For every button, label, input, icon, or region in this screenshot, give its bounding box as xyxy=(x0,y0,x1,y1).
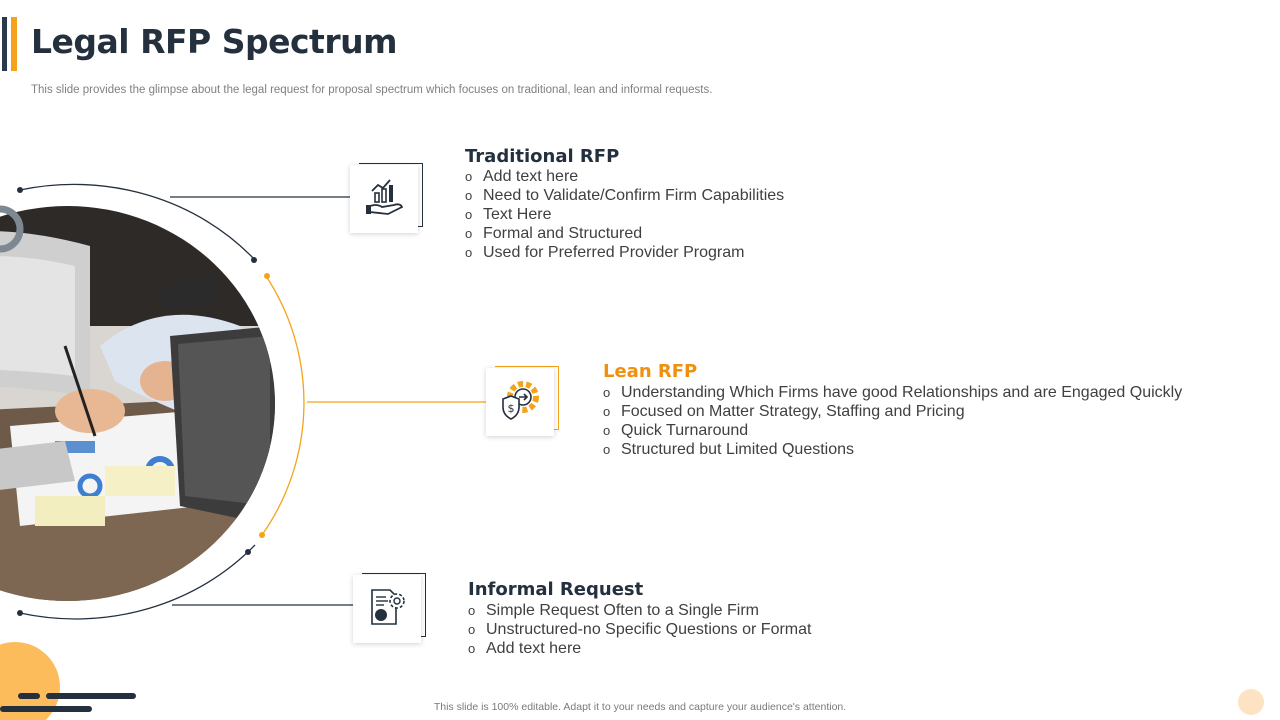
list-item: o Focused on Matter Strategy, Staffing and Pricing xyxy=(603,403,965,420)
page-title: Legal RFP Spectrum xyxy=(31,22,397,61)
bullet-mark: o xyxy=(603,442,611,457)
list-item: o Text Here xyxy=(465,206,552,223)
title-accent-bar-dark xyxy=(2,17,7,71)
bullet-mark: o xyxy=(603,404,611,419)
decorative-line xyxy=(18,693,40,699)
list-item: o Need to Validate/Confirm Firm Capabilities xyxy=(465,187,785,204)
footer-note: This slide is 100% editable. Adapt it to your needs and capture your audience's attention. xyxy=(433,701,847,713)
section-title-traditional: Traditional RFP xyxy=(465,146,620,167)
list-item: o Add text here xyxy=(465,168,579,185)
page-subtitle: This slide provides the glimpse about the legal request for proposal spectrum which focuses on traditional, lean and informal requests. xyxy=(31,84,713,96)
icon-box-traditional xyxy=(350,165,418,233)
bullet-mark: o xyxy=(465,207,473,222)
document-gear-icon xyxy=(366,586,408,633)
svg-text:$: $ xyxy=(507,401,515,415)
growth-chart-hand-icon xyxy=(364,177,404,222)
list-item: o Unstructured-no Specific Questions or Format xyxy=(468,621,812,638)
icon-box-informal xyxy=(353,575,421,643)
bullet-mark: o xyxy=(603,385,611,400)
arc-dot xyxy=(17,187,23,193)
list-item: o Understanding Which Firms have good Relationships and are Engaged Quickly xyxy=(603,384,1183,401)
gear-dollar-shield-icon xyxy=(497,377,543,428)
arc-dot xyxy=(17,610,23,616)
bullet-mark: o xyxy=(465,226,473,241)
bullet-mark: o xyxy=(465,169,473,184)
list-item: o Add text here xyxy=(468,640,582,657)
arc-dot xyxy=(259,532,265,538)
arc-dot xyxy=(264,273,270,279)
bullet-mark: o xyxy=(465,188,473,203)
list-item: o Quick Turnaround xyxy=(603,422,749,439)
list-item: o Structured but Limited Questions xyxy=(603,441,855,458)
bullet-list-informal xyxy=(468,601,811,658)
list-item: o Simple Request Often to a Single Firm xyxy=(468,602,760,619)
arc-dot xyxy=(251,257,257,263)
bullet-mark: o xyxy=(468,622,476,637)
decorative-line xyxy=(46,693,136,699)
bullet-mark: o xyxy=(468,603,476,618)
title-accent-bar-orange xyxy=(11,17,17,71)
bullet-mark: o xyxy=(465,245,473,260)
section-title-lean: Lean RFP xyxy=(603,361,698,382)
arc-dot xyxy=(245,549,251,555)
list-item: o Formal and Structured xyxy=(465,225,643,242)
section-title-informal: Informal Request xyxy=(468,579,644,600)
bullet-list-traditional xyxy=(465,167,784,262)
office-desk-photo xyxy=(0,206,275,601)
list-item: o Used for Preferred Provider Program xyxy=(465,244,745,261)
icon-box-lean xyxy=(486,368,554,436)
bullet-mark: o xyxy=(468,641,476,656)
bullet-list-lean xyxy=(603,383,1182,459)
bullet-mark: o xyxy=(603,423,611,438)
